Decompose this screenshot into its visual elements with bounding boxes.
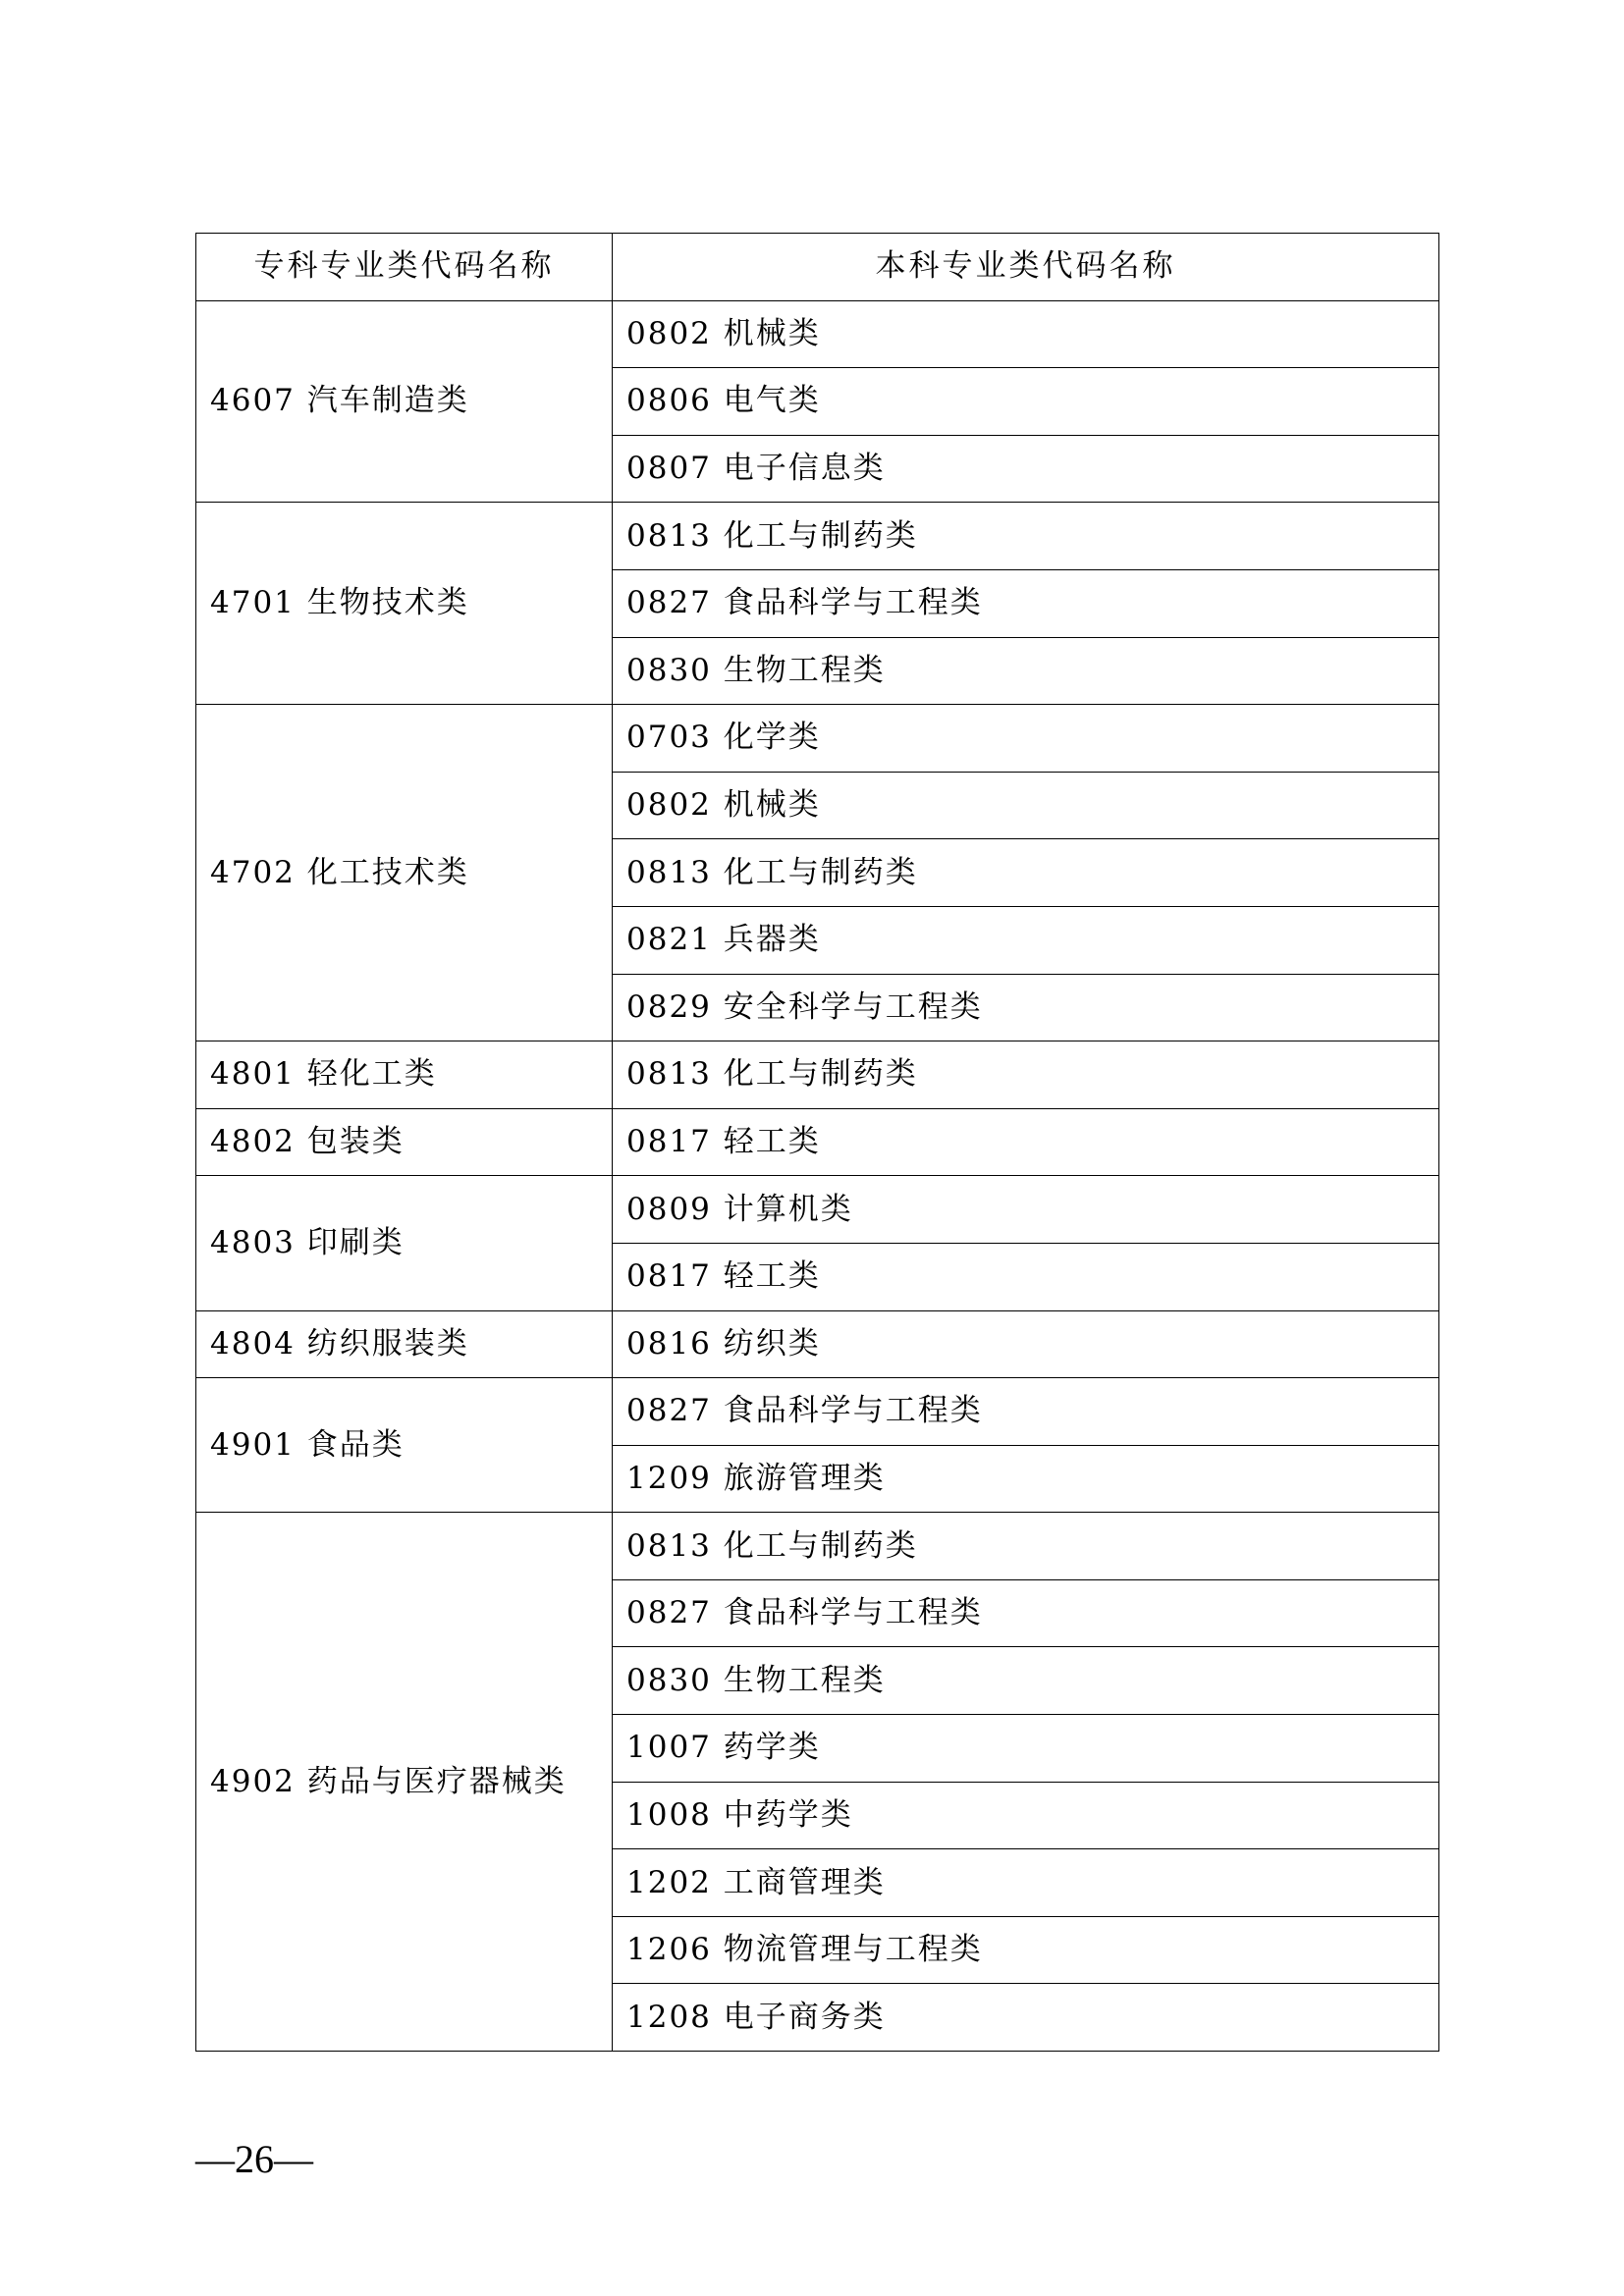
table-row [196,1513,1439,1580]
undergraduate-category-cell: 0827 食品科学与工程类 [613,1378,1439,1446]
page-number: —26— [195,2137,313,2181]
table-header-row [196,234,1439,301]
undergraduate-category-cell: 0827 食品科学与工程类 [613,569,1439,637]
undergraduate-category-cell: 0821 兵器类 [613,906,1439,974]
undergraduate-category-cell: 1209 旅游管理类 [613,1445,1439,1513]
undergraduate-category-cell: 0817 轻工类 [613,1243,1439,1310]
table-row [196,503,1439,570]
undergraduate-category-cell: 1007 药学类 [613,1715,1439,1783]
undergraduate-category-cell: 0830 生物工程类 [613,1647,1439,1715]
vocational-category-cell: 4702 化工技术类 [196,705,613,1041]
undergraduate-category-cell: 0813 化工与制药类 [613,1041,1439,1109]
undergraduate-category-cell: 0816 纺织类 [613,1310,1439,1378]
undergraduate-category-cell: 0829 安全科学与工程类 [613,974,1439,1041]
undergraduate-category-cell: 0802 机械类 [613,772,1439,839]
undergraduate-category-cell: 0813 化工与制药类 [613,839,1439,907]
vocational-category-cell: 4701 生物技术类 [196,503,613,705]
table-row [196,1041,1439,1109]
table-row [196,1108,1439,1176]
vocational-category-cell: 4802 包装类 [196,1108,613,1176]
undergraduate-category-cell: 0807 电子信息类 [613,435,1439,503]
table-row [196,705,1439,773]
undergraduate-category-cell: 0806 电气类 [613,368,1439,436]
undergraduate-category-cell: 0827 食品科学与工程类 [613,1579,1439,1647]
vocational-category-cell: 4901 食品类 [196,1378,613,1513]
major-mapping-table [195,233,1439,2052]
undergraduate-category-cell: 0802 机械类 [613,300,1439,368]
vocational-category-cell: 4607 汽车制造类 [196,300,613,503]
table-row [196,1378,1439,1446]
vocational-category-cell: 4902 药品与医疗器械类 [196,1513,613,2052]
header-vocational-category: 专科专业类代码名称 [196,234,613,301]
header-undergraduate-category: 本科专业类代码名称 [613,234,1439,301]
vocational-category-cell: 4801 轻化工类 [196,1041,613,1109]
undergraduate-category-cell: 1008 中药学类 [613,1782,1439,1849]
table-body [196,300,1439,2051]
vocational-category-cell: 4803 印刷类 [196,1176,613,1310]
undergraduate-category-cell: 0817 轻工类 [613,1108,1439,1176]
undergraduate-category-cell: 0830 生物工程类 [613,637,1439,705]
undergraduate-category-cell: 0809 计算机类 [613,1176,1439,1244]
undergraduate-category-cell: 0703 化学类 [613,705,1439,773]
undergraduate-category-cell: 0813 化工与制药类 [613,1513,1439,1580]
undergraduate-category-cell: 1206 物流管理与工程类 [613,1916,1439,1984]
vocational-category-cell: 4804 纺织服装类 [196,1310,613,1378]
table-row [196,300,1439,368]
table-row [196,1176,1439,1244]
undergraduate-category-cell: 0813 化工与制药类 [613,503,1439,570]
undergraduate-category-cell: 1202 工商管理类 [613,1849,1439,1917]
undergraduate-category-cell: 1208 电子商务类 [613,1984,1439,2052]
table-row [196,1310,1439,1378]
